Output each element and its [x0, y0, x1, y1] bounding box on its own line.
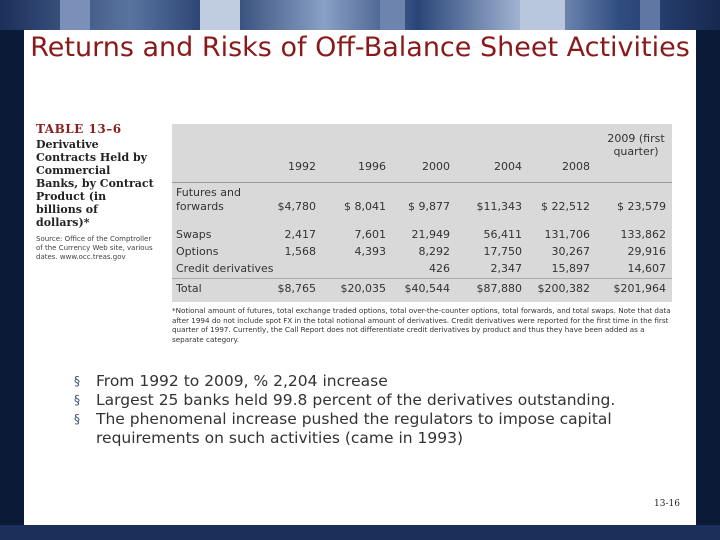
slide-canvas — [24, 30, 696, 525]
table-caption: Derivative Contracts Held by Commercial Banks, by Contract Product (in billions of dollars)* — [36, 138, 154, 229]
table-row — [172, 282, 672, 296]
table-row — [172, 228, 672, 242]
table-cell: 2,417 — [284, 228, 316, 241]
decor-band — [380, 0, 405, 30]
bullet-text: Largest 25 banks held 99.8 percent of the derivatives outstanding. — [96, 391, 616, 409]
table-cell: $4,780 — [277, 200, 316, 213]
table-cell: $ 8,041 — [344, 200, 386, 213]
table-figure — [36, 122, 676, 362]
table-cell: 8,292 — [418, 245, 450, 258]
decor-band — [640, 0, 660, 30]
left-border — [0, 30, 24, 540]
table-cell: $8,765 — [277, 282, 316, 295]
table-sidebar — [36, 122, 154, 262]
table-cell: 14,607 — [627, 262, 666, 275]
right-border — [696, 30, 720, 540]
row-label: Total — [176, 282, 202, 295]
row-label: Futures and forwards — [176, 186, 241, 213]
table-cell: $40,544 — [404, 282, 450, 295]
decor-band — [520, 0, 565, 30]
table-cell: $ 9,877 — [408, 200, 450, 213]
table-cell: 1,568 — [284, 245, 316, 258]
table-cell: 17,750 — [483, 245, 522, 258]
column-header: 2008 — [562, 160, 590, 173]
table-cell: $201,964 — [613, 282, 666, 295]
table-row — [172, 262, 672, 276]
column-header: 2009 (first quarter) — [607, 132, 665, 158]
total-divider — [172, 278, 672, 279]
bullet-marker-icon: § — [74, 393, 80, 407]
table-cell: 426 — [429, 262, 450, 275]
bullet-item — [74, 410, 674, 448]
table-cell: $200,382 — [537, 282, 590, 295]
slide-title: Returns and Risks of Off-Balance Sheet Activities — [30, 32, 690, 63]
column-header: 2004 — [494, 160, 522, 173]
table-cell: 131,706 — [544, 228, 590, 241]
table-cell: 30,267 — [551, 245, 590, 258]
table-cell: $11,343 — [476, 200, 522, 213]
table-source: Source: Office of the Comptroller of the Currency Web site, various dates. www.occ.treas.gov — [36, 235, 153, 261]
bullet-item — [74, 372, 674, 391]
header-divider — [172, 182, 672, 183]
table-cell: 56,411 — [483, 228, 522, 241]
table-cell: 29,916 — [627, 245, 666, 258]
decor-band — [200, 0, 240, 30]
table-cell: 21,949 — [411, 228, 450, 241]
table-label: TABLE 13–6 — [36, 122, 122, 136]
table-cell: 133,862 — [620, 228, 666, 241]
table-cell: $ 23,579 — [617, 200, 666, 213]
bullet-item — [74, 391, 674, 410]
table-cell: $20,035 — [340, 282, 386, 295]
bullet-text: The phenomenal increase pushed the regulators to impose capital requirements on such activities (came in 1993) — [96, 410, 612, 447]
bullet-marker-icon: § — [74, 412, 80, 426]
top-decorative-bar — [0, 0, 720, 30]
row-label: Swaps — [176, 228, 212, 241]
page-number: 13-16 — [654, 499, 680, 509]
column-header: 2000 — [422, 160, 450, 173]
row-label: Options — [176, 245, 219, 258]
bottom-border — [0, 525, 720, 540]
row-label: Credit derivatives — [176, 262, 274, 275]
bullet-marker-icon: § — [74, 374, 80, 388]
table-notes: *Notional amount of futures, total exchange traded options, total over-the-counter options, total forwards, and total swaps. Note that data after 1994 do not include spot FX in the total notional amount of derivatives. Credit derivatives were reported for the first time in the first quarter of 1997. Currently, the Call Report does not differentiate credit derivatives by product and thus they have been added as a separate category. — [172, 306, 671, 344]
table-cell: 15,897 — [551, 262, 590, 275]
column-header: 1996 — [358, 160, 386, 173]
bullet-text: From 1992 to 2009, % 2,204 increase — [96, 372, 388, 390]
bullet-list — [74, 372, 674, 448]
table-cell: 4,393 — [354, 245, 386, 258]
table-cell: $ 22,512 — [541, 200, 590, 213]
table-grid — [172, 124, 672, 302]
table-cell: $87,880 — [476, 282, 522, 295]
table-cell: 7,601 — [354, 228, 386, 241]
table-cell: 2,347 — [490, 262, 522, 275]
table-row — [172, 245, 672, 259]
table-header-row — [172, 128, 672, 178]
table-row — [172, 186, 672, 214]
decor-band — [60, 0, 90, 30]
column-header: 1992 — [288, 160, 316, 173]
